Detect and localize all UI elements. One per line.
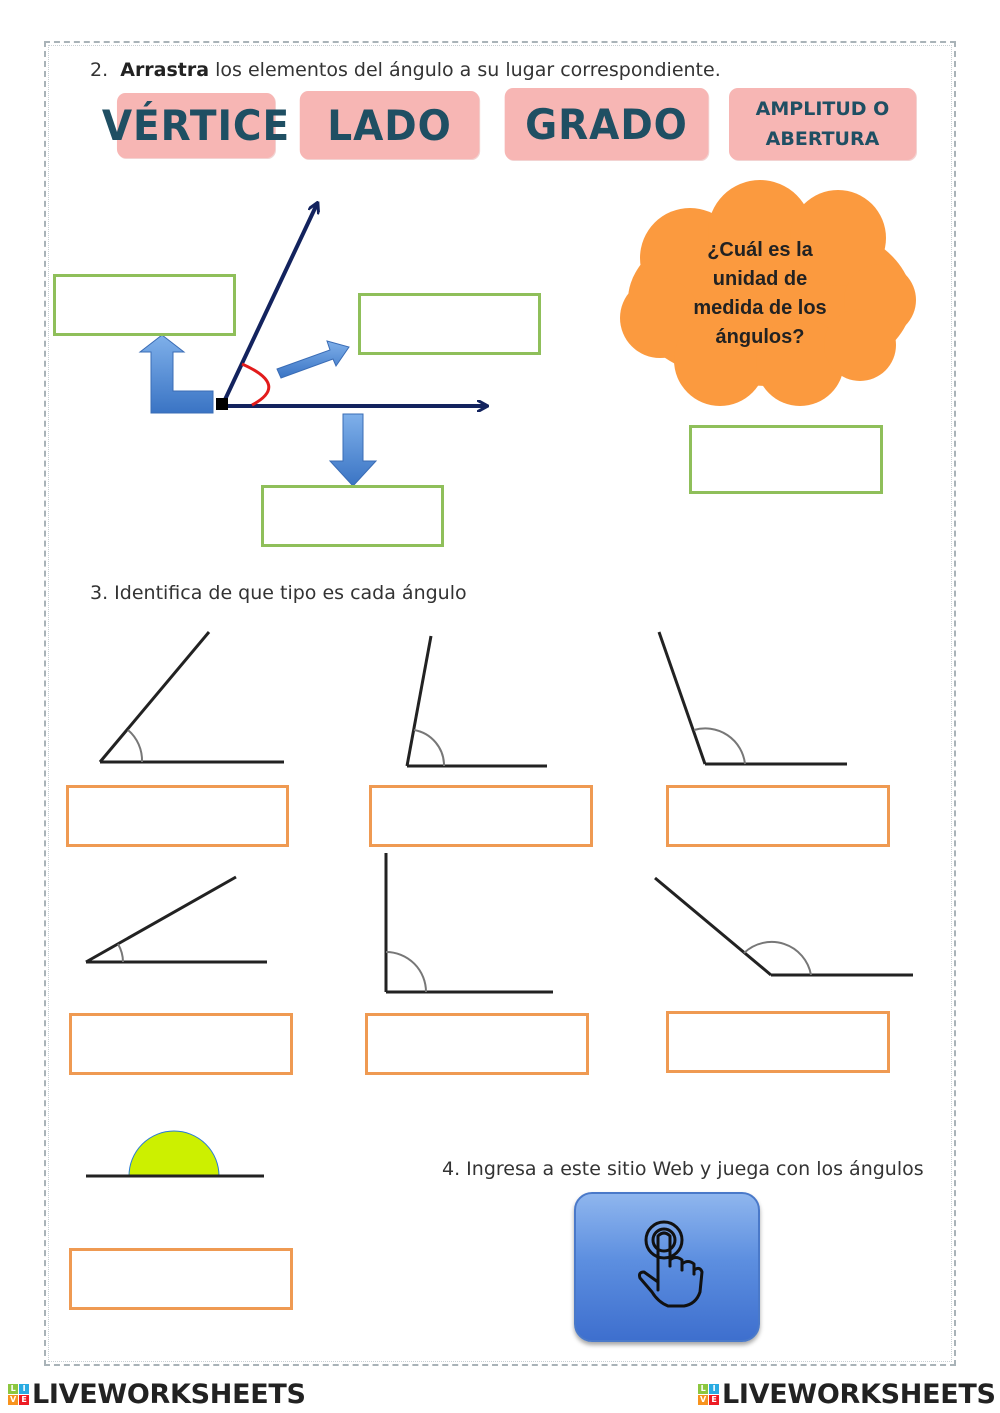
question-2-bold-word: Arrastra: [120, 59, 210, 81]
cloud-question: [655, 236, 865, 352]
cloud-line-2: unidad de: [712, 268, 808, 290]
footer-brand-right: LIVEWORKSHEETS: [722, 1378, 996, 1410]
question-2-number: 2.: [90, 59, 109, 81]
vertex-arrow-icon: [140, 335, 213, 413]
live-mark-l: L: [8, 1384, 18, 1394]
angle-straight: [80, 1125, 280, 1185]
dropzone-side[interactable]: [261, 485, 444, 547]
side-arrow-icon: [330, 414, 376, 486]
dropzone-angle-5[interactable]: [365, 1013, 589, 1075]
question-2-text: los elementos del ángulo a su lugar correspondiente.: [209, 59, 721, 81]
dropzone-angle-6[interactable]: [666, 1011, 890, 1073]
angle-obtuse-2: [655, 878, 913, 975]
cloud-line-3: medida de los: [693, 297, 827, 319]
touch-hand-icon: [574, 1192, 760, 1342]
chip-amplitud-label: AMPLITUD O: [755, 98, 890, 120]
live-mark-icon-right: [698, 1384, 719, 1405]
angle-arc-red: [242, 364, 269, 405]
live-mark-e-right: E: [709, 1395, 719, 1405]
angle-acute-2: [407, 636, 547, 766]
angle-acute-1: [100, 632, 284, 762]
chip-lado-label: LADO: [327, 100, 452, 150]
angle-acute-3: [86, 877, 267, 962]
live-mark-i-right: I: [709, 1384, 719, 1394]
live-mark-icon: [8, 1384, 29, 1405]
ray-upper: [222, 204, 317, 406]
dropzone-angle-3[interactable]: [666, 785, 890, 847]
cloud-line-1: ¿Cuál es la: [707, 239, 813, 261]
dropzone-amplitude[interactable]: [358, 293, 541, 355]
live-mark-i: I: [19, 1384, 29, 1394]
live-mark-v: V: [8, 1395, 18, 1405]
footer-logo-right: [698, 1379, 996, 1409]
angle-right: [386, 853, 553, 992]
dropzone-angle-4[interactable]: [69, 1013, 293, 1075]
question-4-heading: 4. Ingresa a este sitio Web y juega con los ángulos: [442, 1158, 924, 1180]
chip-grado-label: GRADO: [525, 99, 688, 149]
website-link-button[interactable]: [574, 1192, 760, 1342]
question-3-heading: 3. Identifica de que tipo es cada ángulo: [90, 582, 467, 604]
angle-obtuse-1: [659, 632, 847, 764]
dropzone-angle-2[interactable]: [369, 785, 593, 847]
vertex-point: [216, 398, 228, 410]
chip-abertura-label: ABERTURA: [765, 128, 880, 150]
live-mark-l-right: L: [698, 1384, 708, 1394]
chip-vertice-label: VÉRTICE: [101, 101, 291, 150]
cloud-line-4: ángulos?: [715, 326, 805, 348]
footer-brand-left: LIVEWORKSHEETS: [32, 1378, 306, 1410]
footer-logo-left: [8, 1379, 306, 1409]
live-mark-e: E: [19, 1395, 29, 1405]
dropzone-angle-1[interactable]: [66, 785, 289, 847]
dropzone-unit[interactable]: [689, 425, 883, 494]
live-mark-v-right: V: [698, 1395, 708, 1405]
dropzone-vertex[interactable]: [53, 274, 236, 336]
amplitude-arrow-icon: [277, 341, 349, 378]
dropzone-angle-7[interactable]: [69, 1248, 293, 1310]
